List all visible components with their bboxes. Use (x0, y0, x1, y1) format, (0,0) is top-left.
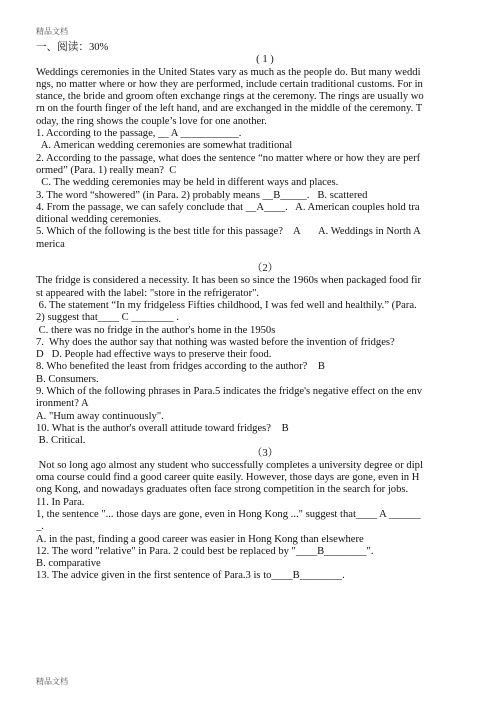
text-line: oma course could find a good career quite easily. However, those days are gone, even in H (36, 472, 420, 484)
question-8: 8. Who benefited the least from fridges according to the author? B (36, 361, 325, 373)
answer-8: B. Consumers. (36, 373, 99, 385)
text-line: Not so long ago almost any student who successfully completes a university degree or dipl (36, 459, 423, 471)
question-12: 12. The word "relative" in Para. 2 could best be replaced by "____B________". (36, 545, 374, 557)
question-3: 3. The word “showered” (in Para. 2) probably means __B_____. B. scattered (36, 189, 368, 201)
text-line: Weddings ceremonies in the United States vary as much as the people do. But many weddi (36, 66, 421, 78)
text-line: 1, the sentence "... those days are gone, even in Hong Kong ..." suggest that____ A ______ (36, 508, 421, 520)
answer-7: D D. People had effective ways to preserve their food. (36, 349, 272, 361)
question-10: 10. What is the author's overall attitude toward fridges? B (36, 422, 289, 434)
text-line: merica (36, 238, 65, 250)
document-body (36, 42, 494, 583)
text-line: 2) suggest that____ C ________ . (36, 312, 180, 324)
footer-note: 精品文档 (36, 677, 68, 686)
answer-9: A. "Hum away continuously". (36, 410, 164, 422)
question-9: 9. Which of the following phrases in Para.5 indicates the fridge's negative effect on the env (36, 386, 423, 398)
passage-3-label: （3） (251, 447, 279, 459)
answer-10: B. Critical. (36, 435, 86, 447)
question-6: 6. The statement “In my fridgeless Fifties childhood, I was fed well and healthily.” (Para. (36, 299, 417, 311)
passage-3 (36, 460, 494, 583)
text-line: The fridge is considered a necessity. It has been so since the 1960s when packaged food fir (36, 275, 421, 287)
question-5: 5. Which of the following is the best title for this passage? A A. Weddings in North A (36, 226, 421, 238)
question-11: 11. In Para. (36, 496, 85, 508)
text-line: ong Kong, and nowadays graduates often face strong competition in the search for jobs. (36, 484, 409, 496)
text-line: ormed” (Para. 1) really mean? C (36, 164, 177, 176)
passage-1 (36, 67, 494, 251)
spacer (36, 251, 494, 263)
answer-12: B. comparative (36, 558, 101, 570)
text-line: ditional wedding ceremonies. (36, 214, 162, 226)
text-line: ironment? A (36, 398, 89, 410)
question-13: 13. The advice given in the first sentence of Para.3 is to____B________. (36, 570, 345, 582)
passage-2 (36, 275, 494, 447)
text-line: st appeared with the label: "store in the refrigerator". (36, 287, 260, 299)
text-line: _. (36, 521, 44, 533)
passage-1-label: ( 1 ) (256, 54, 274, 66)
answer-11: A. in the past, finding a good career was easier in Hong Kong than elsewhere (36, 533, 364, 545)
answer-6: C. there was no fridge in the author's home in the 1950s (36, 324, 276, 336)
header-note: 精品文档 (36, 27, 68, 36)
question-7: 7. Why does the author say that nothing was wasted before the invention of fridges? (36, 336, 395, 348)
question-2: 2. According to the passage, what does the sentence “no matter where or how they are perf (36, 152, 421, 164)
text-line: oday, the ring shows the couple’s love for one another. (36, 115, 267, 127)
text-line: rn on the fourth finger of the left hand, and are exchanged in the middle of the ceremony. T (36, 103, 423, 115)
answer-2: C. The wedding ceremonies may be held in different ways and places. (36, 177, 339, 189)
answer-1: A. American wedding ceremonies are somewhat traditional (36, 140, 293, 152)
text-line: stance, the bride and groom often exchange rings at the ceremony. The rings are usually wo (36, 91, 424, 103)
question-4: 4. From the passage, we can safely conclude that __A____. A. American couples hold tra (36, 201, 420, 213)
question-1: 1. According to the passage, __ A ___________. (36, 128, 242, 140)
passage-2-label: （2） (251, 263, 279, 275)
section-title: 一、阅读：30% (36, 42, 109, 53)
text-line: ngs, no matter where or how they are performed, include certain traditional customs. For in (36, 78, 423, 90)
